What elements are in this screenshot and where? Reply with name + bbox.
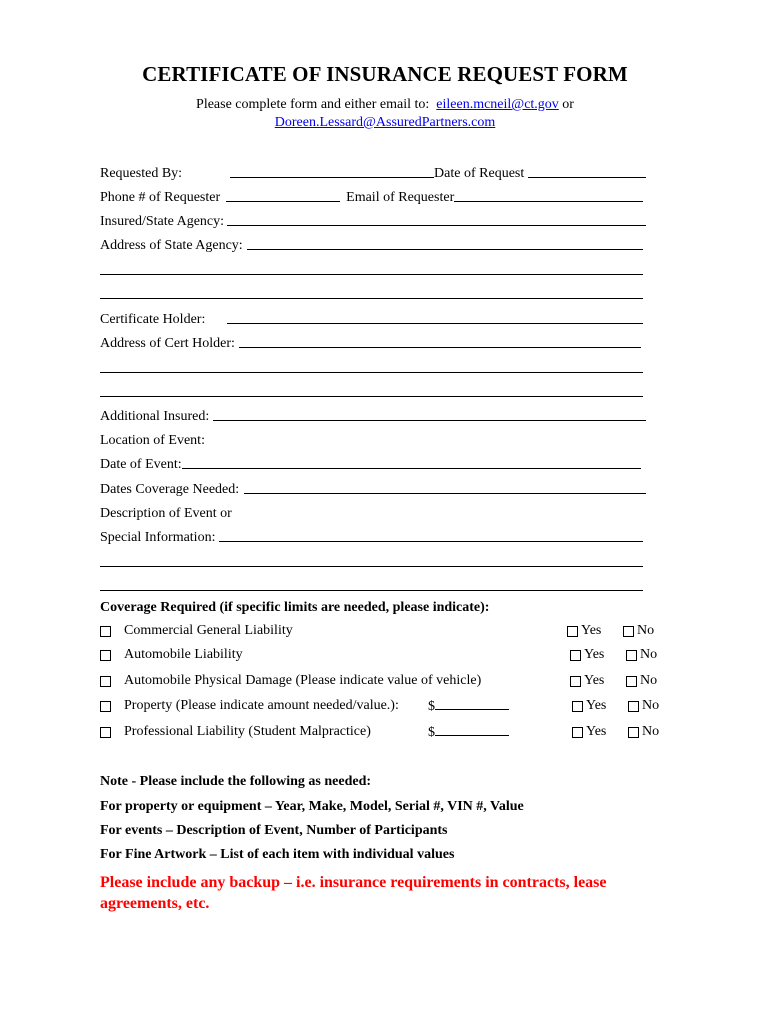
checkbox-icon[interactable]: [623, 626, 634, 637]
email-link-2[interactable]: Doreen.Lessard@AssuredPartners.com: [274, 115, 496, 130]
location-label: Location of Event:: [100, 433, 205, 448]
email-label: Email of Requester: [346, 190, 455, 205]
yes-label: Yes: [586, 698, 607, 713]
note-artwork: For Fine Artwork – List of each item with individual values: [100, 847, 455, 862]
checkbox-icon[interactable]: [100, 650, 111, 661]
address-cert-line-3[interactable]: [100, 396, 643, 397]
additional-insured-row: [100, 405, 646, 425]
coverage-label: Automobile Physical Damage (Please indicate value of vehicle): [124, 673, 482, 688]
address-cert-label: Address of Cert Holder:: [100, 336, 235, 351]
phone-email-row: [100, 186, 646, 206]
coverage-row: [100, 724, 670, 744]
coverage-row: [100, 623, 670, 643]
description-row: [100, 502, 646, 522]
address-state-field[interactable]: [247, 249, 643, 250]
address-cert-line-2[interactable]: [100, 372, 643, 373]
coverage-heading: Coverage Required (if specific limits are needed, please indicate):: [100, 600, 490, 615]
date-event-label: Date of Event:: [100, 457, 182, 472]
dates-coverage-label: Dates Coverage Needed:: [100, 482, 240, 497]
requested-by-field[interactable]: [230, 177, 434, 178]
no-label: No: [642, 698, 660, 713]
date-event-row: [100, 453, 646, 473]
checkbox-icon[interactable]: [100, 727, 111, 738]
checkbox-icon[interactable]: [570, 676, 581, 687]
dates-coverage-field[interactable]: [244, 493, 646, 494]
special-info-line-3[interactable]: [100, 590, 643, 591]
coverage-row: [100, 673, 670, 693]
requested-by-row: [100, 162, 646, 182]
coverage-row: [100, 698, 670, 718]
note-events: For events – Description of Event, Number of Participants: [100, 823, 448, 838]
dollar-sign: $: [428, 699, 435, 714]
checkbox-icon[interactable]: [572, 701, 583, 712]
cert-holder-row: [100, 308, 646, 328]
email-link-1[interactable]: eileen.mcneil@ct.gov: [436, 97, 559, 112]
phone-label: Phone # of Requester: [100, 190, 221, 205]
checkbox-icon[interactable]: [572, 727, 583, 738]
no-label: No: [637, 623, 655, 638]
description-label: Description of Event or: [100, 506, 232, 521]
checkbox-icon[interactable]: [100, 626, 111, 637]
email-field[interactable]: [454, 201, 643, 202]
note-heading: Note - Please include the following as needed:: [100, 774, 372, 789]
address-state-label: Address of State Agency:: [100, 238, 243, 253]
coverage-label: Automobile Liability: [124, 647, 243, 662]
amount-field[interactable]: [428, 724, 509, 741]
yes-label: Yes: [586, 724, 607, 739]
checkbox-icon[interactable]: [100, 676, 111, 687]
checkbox-icon[interactable]: [628, 701, 639, 712]
phone-field[interactable]: [226, 201, 340, 202]
date-of-request-field[interactable]: [528, 177, 646, 178]
dates-coverage-row: [100, 478, 646, 498]
special-info-line-2[interactable]: [100, 566, 643, 567]
special-info-label: Special Information:: [100, 530, 216, 545]
insured-row: [100, 210, 646, 230]
intro-instruction: Please complete form and either email to:: [196, 97, 430, 112]
yes-label: Yes: [584, 673, 605, 688]
address-cert-row: [100, 332, 646, 352]
additional-insured-label: Additional Insured:: [100, 409, 210, 424]
checkbox-icon[interactable]: [628, 727, 639, 738]
yes-label: Yes: [581, 623, 602, 638]
address-state-line-3[interactable]: [100, 298, 643, 299]
no-label: No: [640, 673, 658, 688]
no-label: No: [642, 724, 660, 739]
backup-notice: Please include any backup – i.e. insurance requirements in contracts, lease agreements, etc.: [100, 874, 607, 912]
coverage-label: Commercial General Liability: [124, 623, 293, 638]
requested-by-label: Requested By:: [100, 166, 183, 181]
no-label: No: [640, 647, 658, 662]
address-state-line-2[interactable]: [100, 274, 643, 275]
special-info-row: [100, 526, 646, 546]
date-of-request-label: Date of Request: [434, 166, 525, 181]
amount-blank[interactable]: [435, 724, 509, 736]
amount-blank[interactable]: [435, 698, 509, 710]
cert-holder-label: Certificate Holder:: [100, 312, 206, 327]
coverage-label: Professional Liability (Student Malpractice): [124, 724, 371, 739]
cert-holder-field[interactable]: [227, 323, 643, 324]
dollar-sign: $: [428, 725, 435, 740]
address-state-row: [100, 234, 646, 254]
amount-field[interactable]: [428, 698, 509, 715]
location-row: [100, 429, 646, 449]
intro-text: [0, 96, 770, 132]
form-title: CERTIFICATE OF INSURANCE REQUEST FORM: [142, 62, 628, 86]
additional-insured-field[interactable]: [213, 420, 646, 421]
date-event-field[interactable]: [182, 468, 641, 469]
special-info-field[interactable]: [219, 541, 643, 542]
note-property: For property or equipment – Year, Make, Model, Serial #, VIN #, Value: [100, 799, 524, 814]
coverage-row: [100, 647, 670, 667]
address-cert-field[interactable]: [239, 347, 641, 348]
coverage-label: Property (Please indicate amount needed/value.):: [124, 698, 399, 713]
insured-field[interactable]: [227, 225, 646, 226]
checkbox-icon[interactable]: [626, 676, 637, 687]
yes-label: Yes: [584, 647, 605, 662]
checkbox-icon[interactable]: [570, 650, 581, 661]
insured-label: Insured/State Agency:: [100, 214, 225, 229]
checkbox-icon[interactable]: [567, 626, 578, 637]
checkbox-icon[interactable]: [100, 701, 111, 712]
intro-or: or: [562, 97, 574, 112]
checkbox-icon[interactable]: [626, 650, 637, 661]
